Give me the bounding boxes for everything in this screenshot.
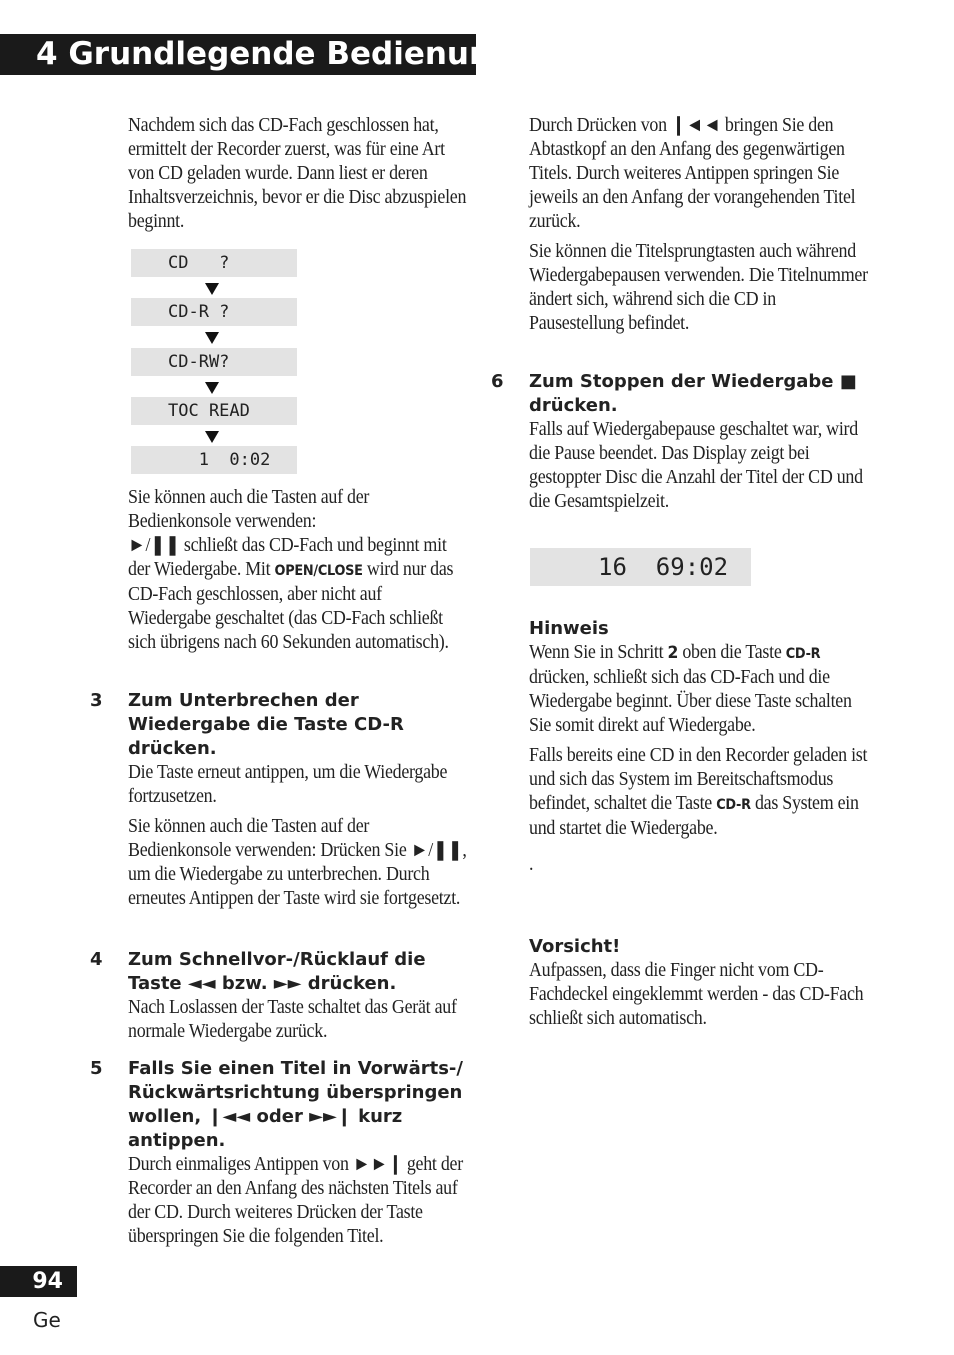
page-number: 94 [0, 1266, 77, 1297]
step-number: 6 [491, 371, 504, 392]
display-cdr: CD-R ? [131, 298, 297, 326]
step-heading: Zum Unterbrechen der Wiedergabe die Taste CD-R drücken. [128, 690, 404, 759]
display-cd: CD ? [131, 249, 297, 277]
step-number: 5 [90, 1058, 103, 1079]
cd-r-key: CD-R [716, 797, 751, 813]
skip-paragraph: Durch Drücken von ❙◄◄ bringen Sie den Abtastkopf an den Anfang des gegenwärtigen Titels. Durch weiteres Antippen springen Sie jeweils an den Anfang der vorangehenden Titel zurück. Sie können die Titelsprungtasten auch während Wiedergabepausen verwenden. Die Titelnummer ändert sich, während sich die CD in Pausestellung befindet. [529, 115, 868, 334]
open-close-key: OPEN/CLOSE [274, 563, 363, 579]
step-3: 3 Zum Unterbrechen der Wiedergabe die Taste CD-R drücken. Die Taste erneut antippen, um die Wiedergabe fortzusetzen. Sie können auch die Tasten auf der Bedienkonsole verwenden: Drücken Sie ►/❚❚, um die Wiedergabe zu unterbrechen. Durch erneutes Antippen der Taste wird sie fortgesetzt. [90, 690, 467, 909]
display-cdrw: CD-RW? [131, 348, 297, 376]
caution-section: Vorsicht! Aufpassen, dass die Finger nicht vom CD-Fachdeckel eingeklemmt werden - das CD-Fach schließt sich automatisch. [529, 935, 869, 1031]
step-number: 3 [90, 690, 103, 711]
display-toc-read: TOC READ [131, 397, 297, 425]
cd-r-key: CD-R [785, 646, 821, 662]
note-title: Hinweis [529, 618, 609, 639]
step-heading: Zum Stoppen der Wiedergabe ■ drücken. [529, 371, 857, 416]
language-code: Ge [33, 1308, 61, 1332]
console-paragraph: Sie können auch die Tasten auf der Bedienkonsole verwenden: ►/❚❚ schließt das CD-Fach und beginnt mit der Wiedergabe. Mit OPEN/CLOSE wird nur das CD-Fach geschlossen, aber nicht auf Wiedergabe geschaltet (das CD-Fach schließt sich übrigens nach 60 Sekunden automatisch). [128, 487, 454, 653]
down-arrow-icon [205, 431, 219, 443]
step-4: 4 Zum Schnellvor-/Rücklauf die Taste ◄◄ bzw. ►► drücken. Nach Loslassen der Taste schaltet das Gerät auf normale Wiedergabe zurück. [128, 948, 468, 1044]
down-arrow-icon [205, 283, 219, 295]
down-arrow-icon [205, 332, 219, 344]
step-heading: Zum Schnellvor-/Rücklauf die Taste ◄◄ bzw. ►► drücken. [128, 949, 426, 994]
intro-paragraph: Nachdem sich das CD-Fach geschlossen hat, ermittelt der Recorder zuerst, was für eine Art von CD geladen wurde. Dann liest er deren Inhaltsverzeichnis, bevor er die Disc abzuspielen beginnt. [128, 115, 467, 232]
step-number: 4 [90, 949, 103, 970]
display-track-time: 1 0:02 [131, 446, 297, 474]
chapter-title: 4 Grundlegende Bedienung [0, 34, 476, 75]
caution-title: Vorsicht! [529, 936, 621, 957]
step-5: 5 Falls Sie einen Titel in Vorwärts-/ Rückwärtsrichtung überspringen wollen, ❙◄◄ oder ►►❙ kurz antippen. Durch einmaliges Antippen von ►►❙ geht der Recorder an den Anfang des nächsten Titels auf der CD. Durch weiteres Drücken der Taste überspringen Sie die folgenden Titel. [128, 1057, 468, 1249]
note-section: Hinweis Wenn Sie in Schritt 2 oben die Taste CD-R drücken, schließt sich das CD-Fach und die Wiedergabe beginnt. Über diese Taste schalten Sie somit direkt auf Wiedergabe. Falls bereits eine CD in den Recorder geladen ist und sich das System im Bereitschaftsmodus befindet, schaltet die Taste CD-R das System ein und startet die Wiedergabe. . [529, 618, 868, 875]
step-6: 6 Zum Stoppen der Wiedergabe ■ drücken. Falls auf Wiedergabepause geschaltet war, wird die Pause beendet. Das Display zeigt bei gestoppter Disc die Anzahl der Titel der CD und die Gesamtspielzeit. [529, 370, 869, 514]
step-heading: Falls Sie einen Titel in Vorwärts-/ Rückwärtsrichtung überspringen wollen, ❙◄◄ oder ►►❙ kurz antippen. [128, 1058, 463, 1151]
down-arrow-icon [205, 382, 219, 394]
display-stop: 16 69:02 [530, 548, 751, 586]
